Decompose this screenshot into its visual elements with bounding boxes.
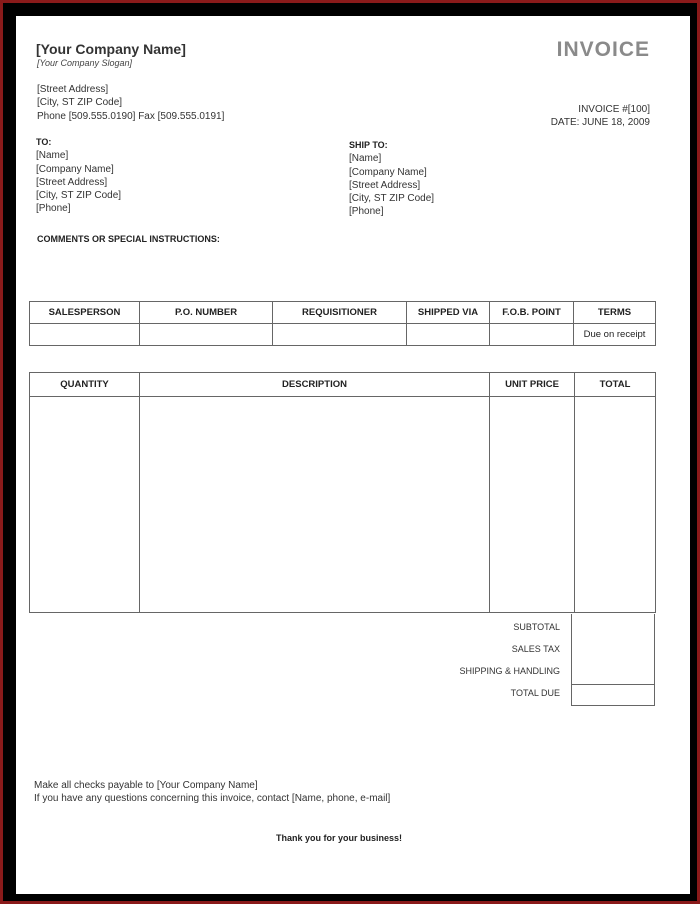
company-name: [Your Company Name] <box>36 41 186 57</box>
shipping-label: SHIPPING & HANDLING <box>459 666 560 676</box>
company-phone-fax: Phone [509.555.0190] Fax [509.555.0191] <box>37 110 225 122</box>
header-unit-price: UNIT PRICE <box>490 373 575 397</box>
header-description: DESCRIPTION <box>140 373 490 397</box>
bill-to-city: [City, ST ZIP Code] <box>36 190 122 202</box>
invoice-page <box>16 16 690 894</box>
header-shipped-via: SHIPPED VIA <box>407 302 490 324</box>
salesperson-cell <box>30 324 140 346</box>
total-due-label: TOTAL DUE <box>510 688 560 698</box>
ship-to-city: [City, ST ZIP Code] <box>349 193 435 205</box>
order-info-table <box>29 301 656 346</box>
ship-to-street: [Street Address] <box>349 179 421 191</box>
invoice-date: DATE: JUNE 18, 2009 <box>550 117 650 129</box>
header-fob-point: F.O.B. POINT <box>490 302 574 324</box>
ship-to-phone: [Phone] <box>349 206 384 218</box>
bill-to-street: [Street Address] <box>36 176 108 188</box>
invoice-meta <box>551 103 650 130</box>
terms-cell: Due on receipt <box>574 324 656 346</box>
invoice-number: INVOICE #[100] <box>578 104 650 115</box>
footer-notes <box>34 779 390 806</box>
header-po-number: P.O. NUMBER <box>140 302 273 324</box>
bill-to-block <box>36 136 121 216</box>
ship-to-label: SHIP TO: <box>349 140 388 150</box>
ship-to-company: [Company Name] <box>349 166 427 178</box>
questions-note: If you have any questions concerning this invoice, contact [Name, phone, e-mail] <box>34 793 391 805</box>
fob-point-cell <box>490 324 574 346</box>
company-city: [City, ST ZIP Code] <box>37 97 123 109</box>
total-due-box <box>571 684 655 706</box>
ship-to-block <box>349 139 434 219</box>
header-total: TOTAL <box>575 373 656 397</box>
comments-label: COMMENTS OR SPECIAL INSTRUCTIONS: <box>37 234 220 244</box>
totals-column-box <box>571 614 655 685</box>
bill-to-name: [Name] <box>36 150 69 162</box>
header-quantity: QUANTITY <box>30 373 140 397</box>
subtotal-label: SUBTOTAL <box>513 622 560 632</box>
sales-tax-label: SALES TAX <box>511 644 560 654</box>
bill-to-label: TO: <box>36 137 52 147</box>
company-address <box>37 83 224 123</box>
requisitioner-cell <box>273 324 407 346</box>
line-items-table <box>29 372 656 613</box>
invoice-title: INVOICE <box>556 38 650 61</box>
description-column-cell <box>140 397 490 613</box>
bill-to-phone: [Phone] <box>36 203 71 215</box>
shipped-via-cell <box>407 324 490 346</box>
thank-you-note: Thank you for your business! <box>275 833 403 843</box>
po-number-cell <box>140 324 273 346</box>
company-street: [Street Address] <box>37 84 109 95</box>
unit-price-column-cell <box>490 397 575 613</box>
quantity-column-cell <box>30 397 140 613</box>
header-salesperson: SALESPERSON <box>30 302 140 324</box>
company-slogan: [Your Company Slogan] <box>37 58 133 68</box>
header-requisitioner: REQUISITIONER <box>273 302 407 324</box>
bill-to-company: [Company Name] <box>36 163 114 175</box>
header-terms: TERMS <box>574 302 656 324</box>
ship-to-name: [Name] <box>349 153 382 165</box>
checks-payable-note: Make all checks payable to [Your Company Name] <box>34 780 258 791</box>
total-column-cell <box>575 397 656 613</box>
